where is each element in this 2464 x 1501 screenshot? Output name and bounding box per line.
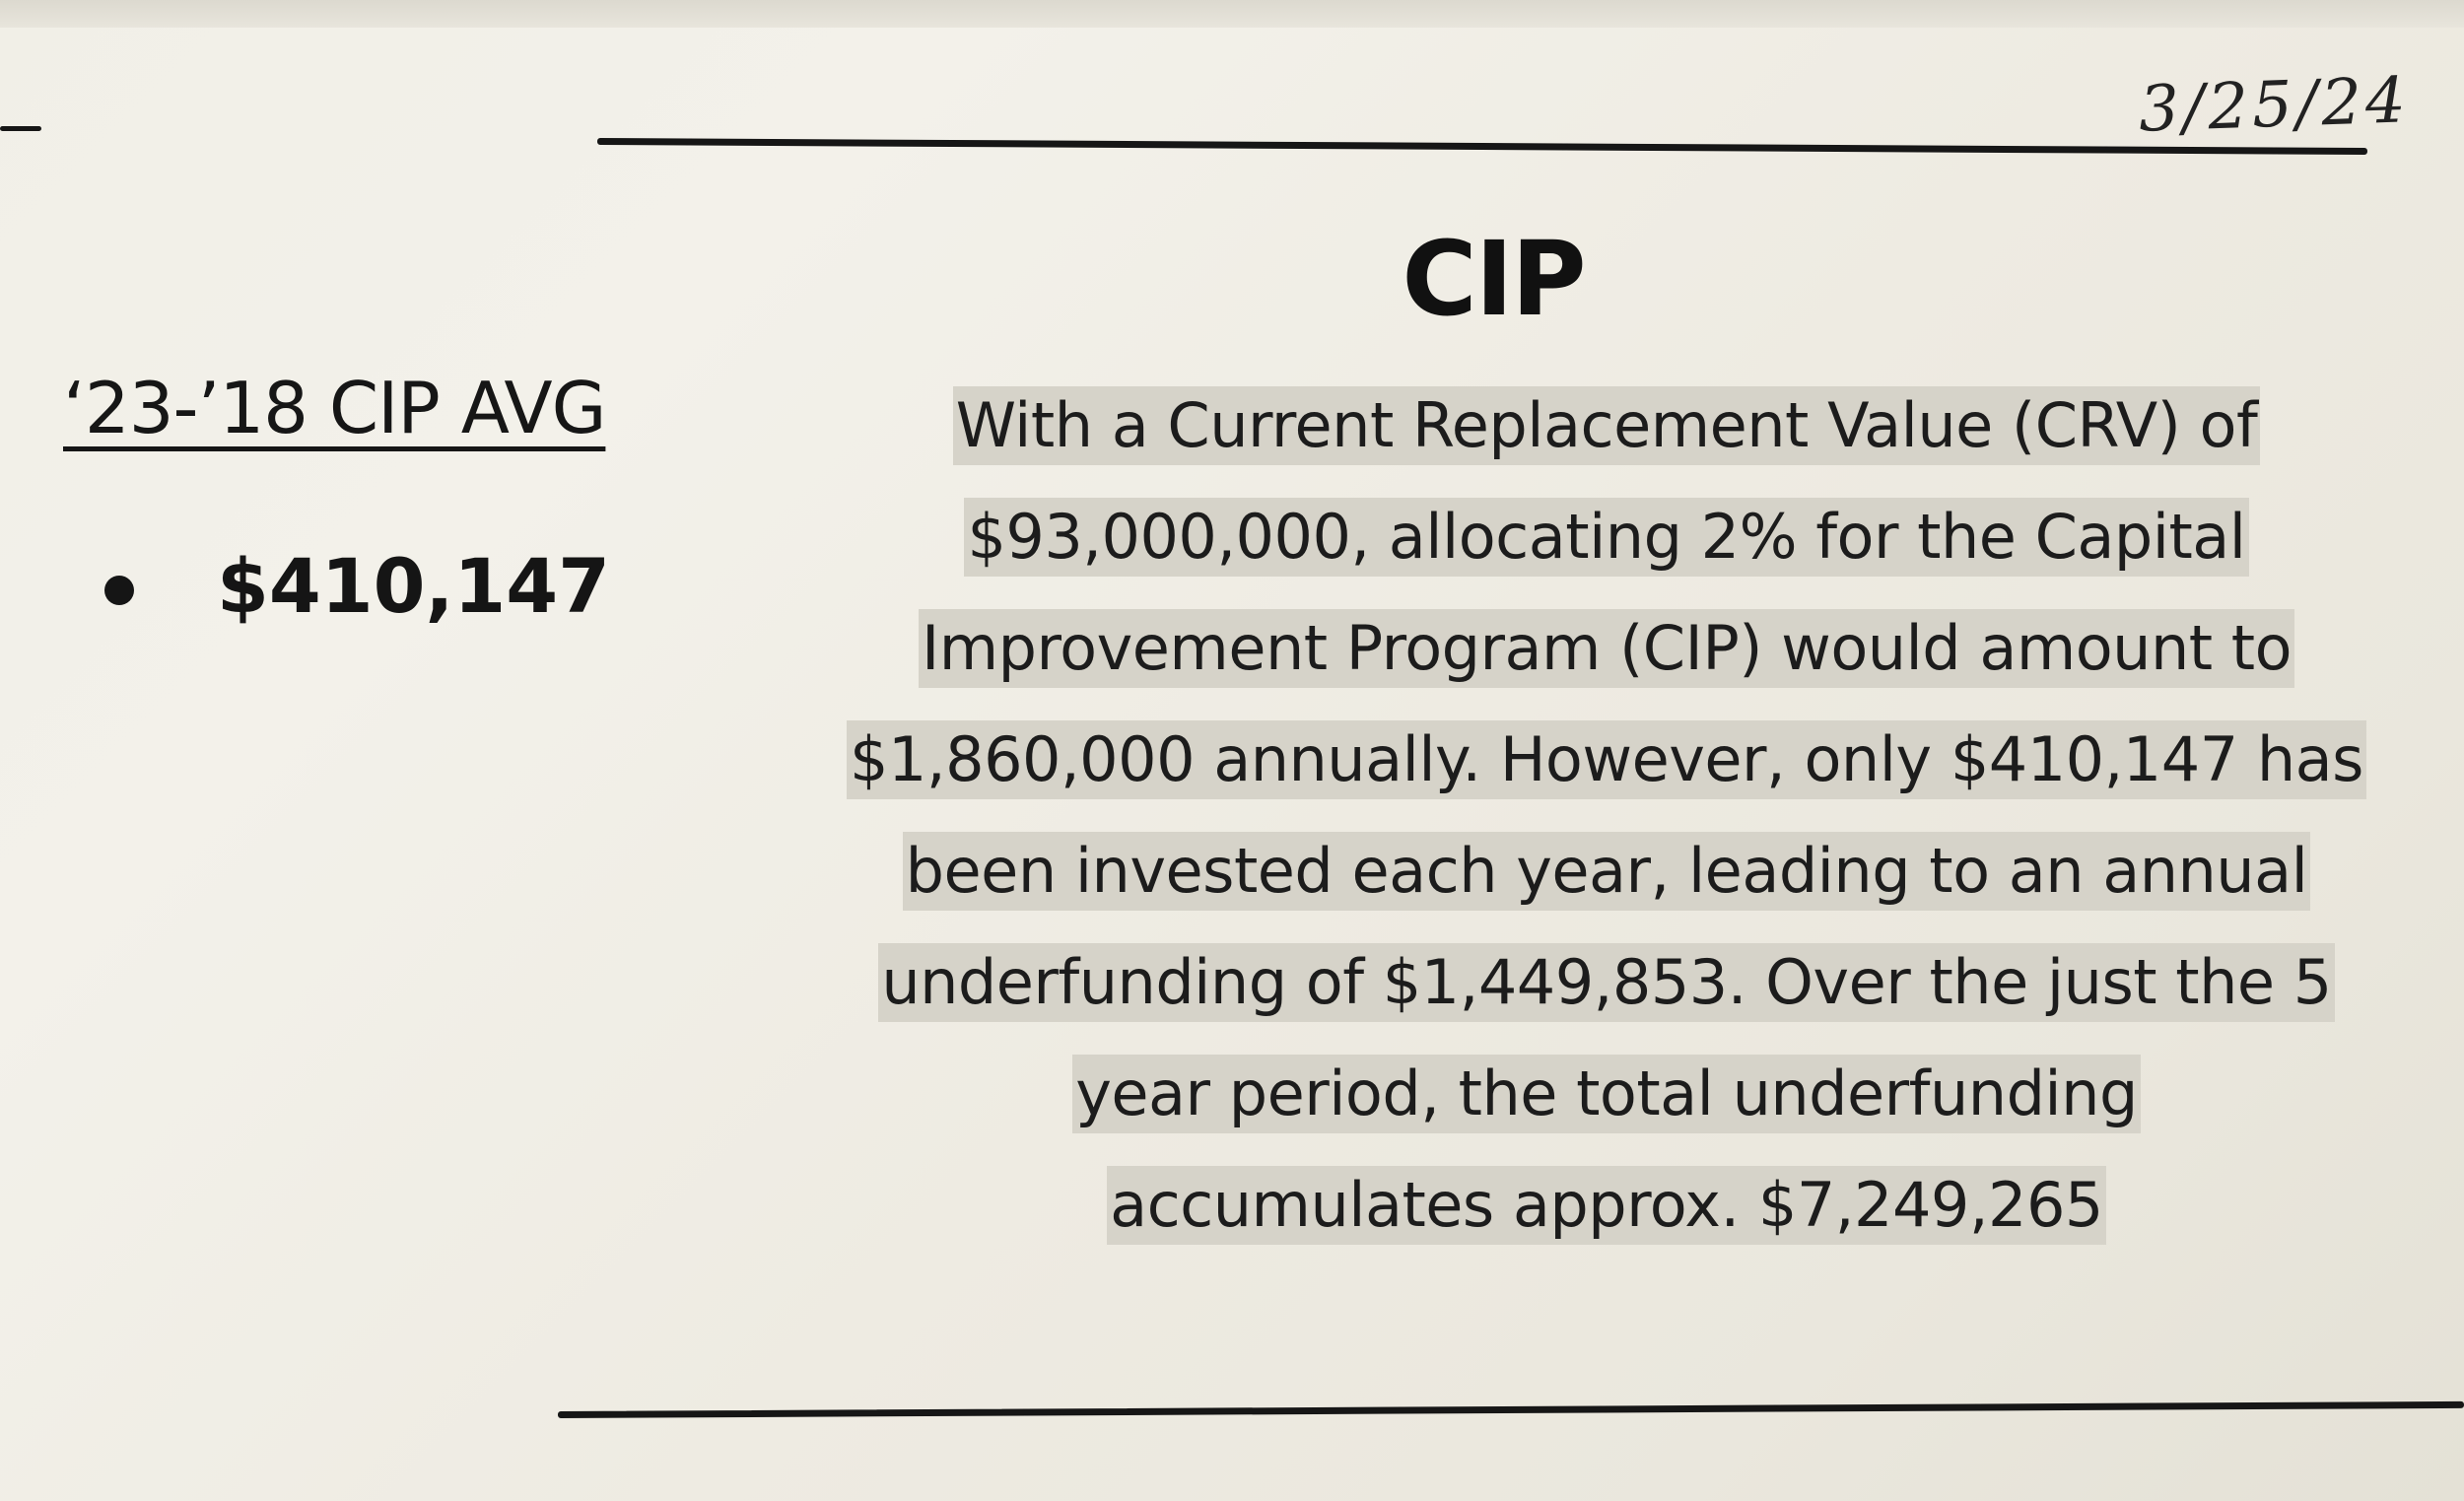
paragraph-line — [808, 943, 2405, 1055]
highlighted-text: year period, the total underfunding — [1072, 1055, 2141, 1133]
average-value: $410,147 — [217, 542, 611, 630]
paragraph-line — [808, 498, 2405, 609]
body-paragraph — [808, 386, 2405, 1277]
highlighted-text: $1,860,000 annually. However, only $410,147 has — [847, 720, 2366, 799]
paper-top-edge — [0, 0, 2464, 28]
paragraph-line — [808, 1166, 2405, 1277]
paragraph-line — [808, 1055, 2405, 1166]
average-list — [99, 542, 610, 630]
page-title: CIP — [1402, 219, 1585, 339]
handwritten-date: 3/25/24 — [2137, 64, 2411, 147]
bullet-icon — [104, 576, 134, 605]
paragraph-line — [808, 720, 2405, 832]
paragraph-line — [808, 609, 2405, 720]
highlighted-text: underfunding of $1,449,853. Over the just the 5 — [878, 943, 2334, 1022]
average-list-item — [99, 542, 610, 630]
highlighted-text: accumulates approx. $7,249,265 — [1107, 1166, 2106, 1245]
left-edge-rule — [0, 126, 41, 131]
paragraph-line — [808, 832, 2405, 943]
bottom-divider-rule — [558, 1401, 2464, 1418]
highlighted-text: been invested each year, leading to an annual — [903, 832, 2311, 911]
highlighted-text: With a Current Replacement Value (CRV) of — [953, 386, 2261, 465]
top-divider-rule — [597, 138, 2367, 155]
sidebar-heading: ‘23-’18 CIP AVG — [63, 367, 606, 449]
paragraph-line — [808, 386, 2405, 498]
highlighted-text: $93,000,000, allocating 2% for the Capital — [964, 498, 2248, 577]
highlighted-text: Improvement Program (CIP) would amount to — [919, 609, 2294, 688]
